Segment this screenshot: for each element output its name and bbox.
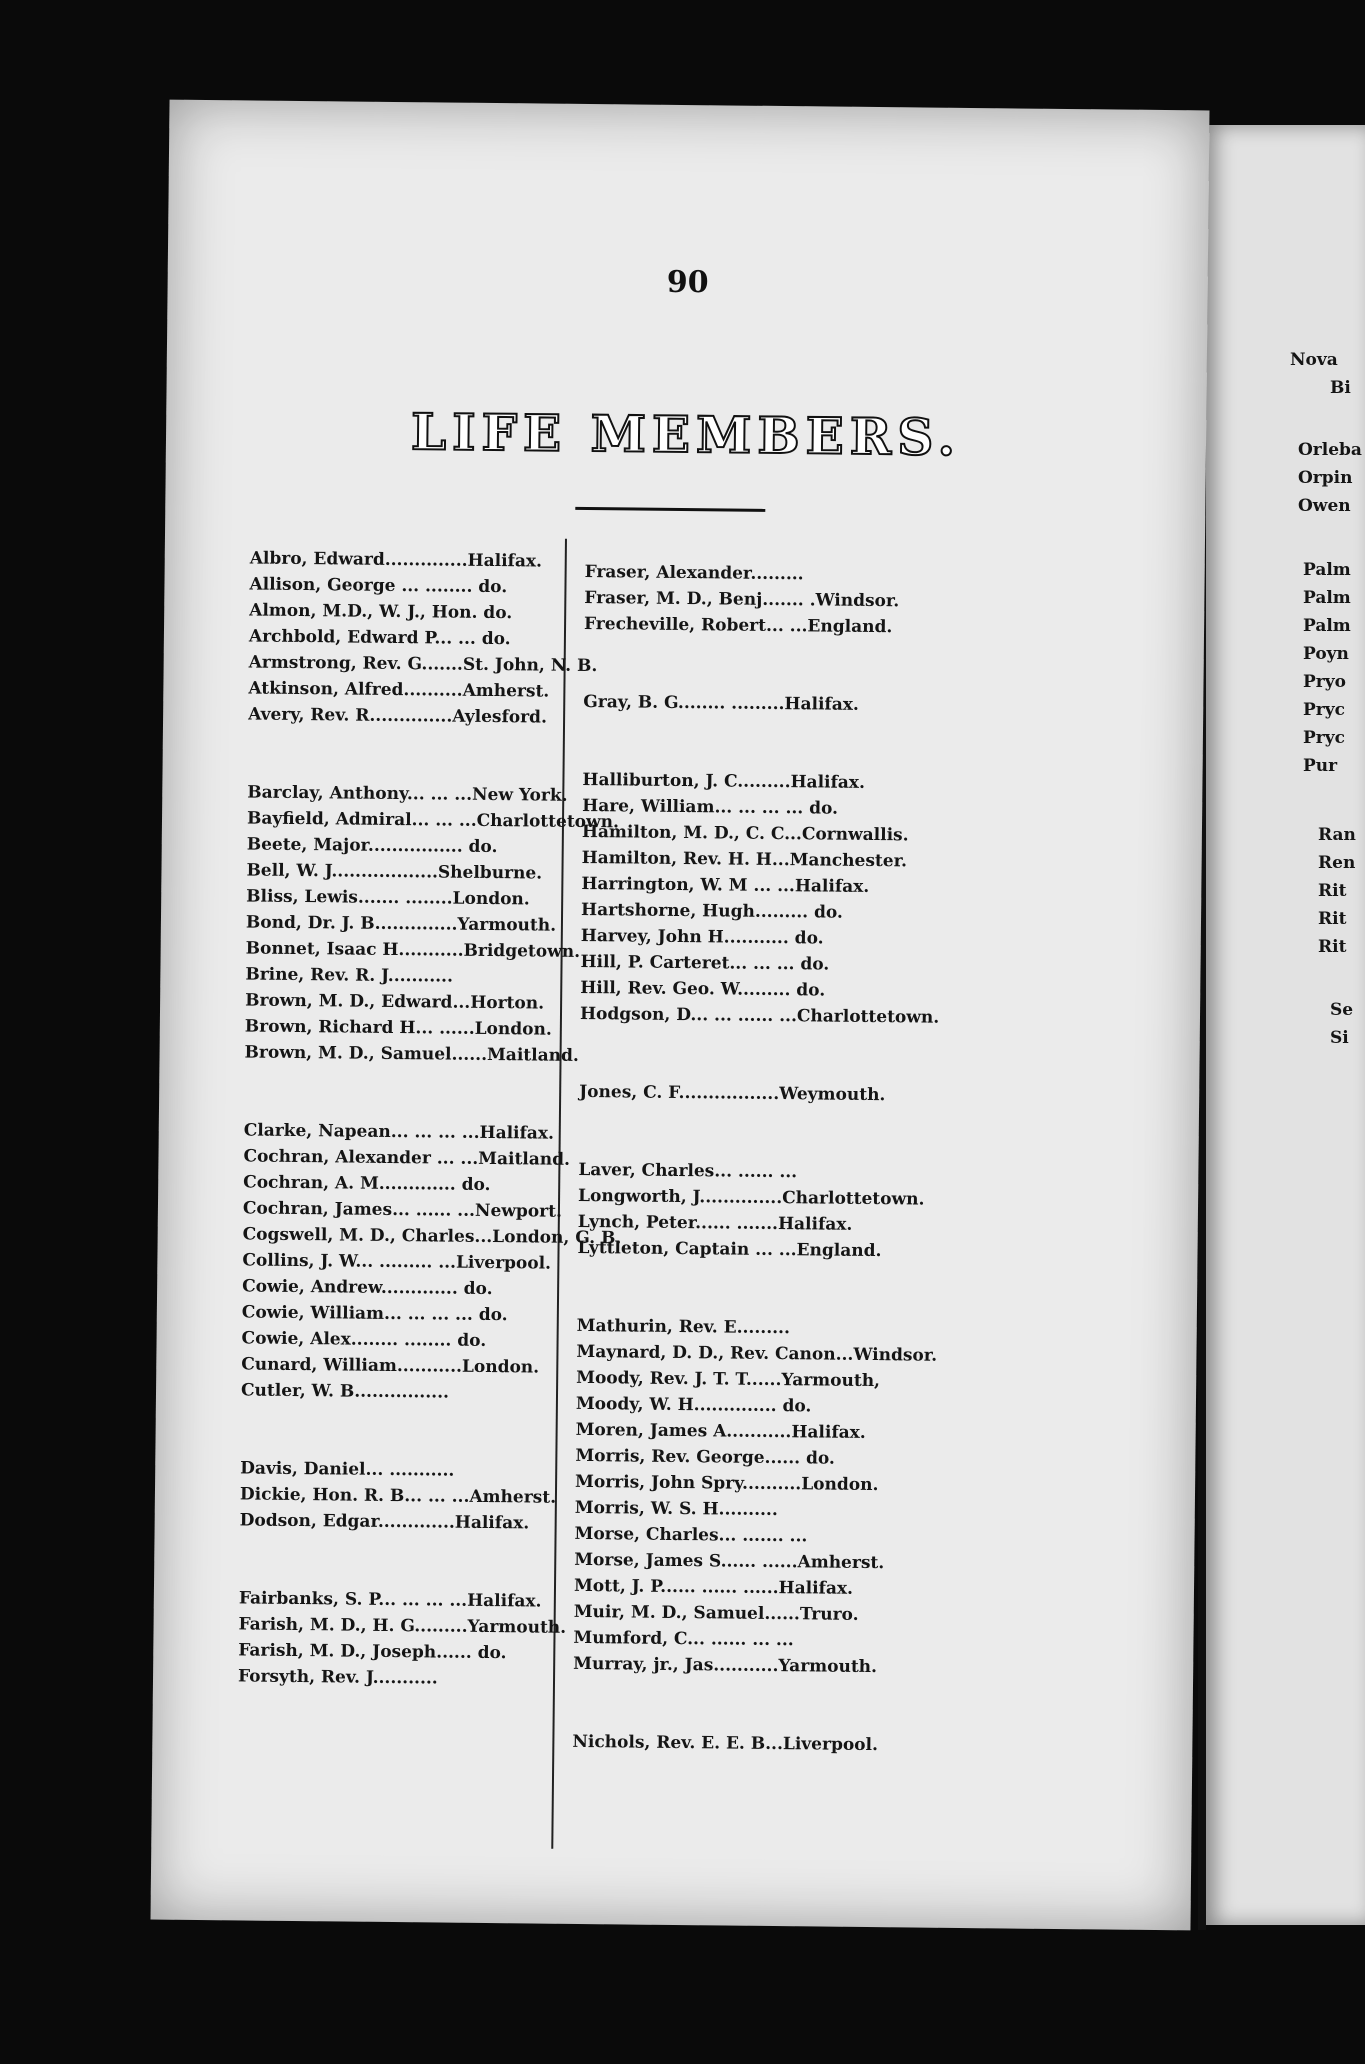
facing-page-word: Palm <box>1303 588 1351 608</box>
member-entry: Cogswell, M. D., Charles...London, G. B. <box>242 1224 622 1249</box>
member-entry: Hill, Rev. Geo. W......... do. <box>580 977 826 1001</box>
facing-page-word: Owen <box>1298 496 1351 516</box>
member-entry: Brine, Rev. R. J........... <box>245 964 454 987</box>
member-entry: Morse, Charles... ....... ... <box>574 1523 808 1547</box>
member-entry: Longworth, J..............Charlottetown. <box>577 1185 925 1210</box>
member-entry: Murray, jr., Jas...........Yarmouth. <box>573 1653 878 1678</box>
member-entry: Hill, P. Carteret... ... ... do. <box>580 951 830 975</box>
member-entry: Farish, M. D., Joseph...... do. <box>238 1640 507 1664</box>
member-entry: Brown, M. D., Samuel......Maitland. <box>244 1042 579 1066</box>
facing-page-word: Rit <box>1318 881 1347 901</box>
member-entry: Bliss, Lewis....... ........London. <box>246 886 530 910</box>
member-entry: Cutler, W. B................ <box>240 1380 450 1403</box>
member-entry: Mathurin, Rev. E......... <box>576 1315 791 1339</box>
member-entry: Moody, Rev. J. T. T......Yarmouth, <box>576 1367 881 1392</box>
left-column <box>238 545 629 1693</box>
member-entry: Nichols, Rev. E. E. B...Liverpool. <box>572 1731 879 1756</box>
member-entry: Barclay, Anthony... ... ...New York. <box>247 782 568 806</box>
member-entry: Fraser, M. D., Benj....... .Windsor. <box>584 587 900 612</box>
member-entry: Moren, James A...........Halifax. <box>575 1419 866 1443</box>
member-entry: Forsyth, Rev. J........... <box>237 1666 438 1689</box>
member-entry: Armstrong, Rev. G.......St. John, N. B. <box>248 652 598 677</box>
group-gap <box>247 727 626 783</box>
member-entry: Almon, M.D., W. J., Hon. do. <box>249 600 513 624</box>
member-entry: Brown, Richard H... ......London. <box>244 1016 552 1040</box>
member-entry: Bond, Dr. J. B..............Yarmouth. <box>245 912 557 936</box>
facing-page-word: Rit <box>1318 937 1347 957</box>
facing-page-word: Orpin <box>1298 468 1353 488</box>
member-entry: Maynard, D. D., Rev. Canon...Windsor. <box>576 1341 938 1366</box>
title-rule <box>575 507 765 512</box>
member-entry: Laver, Charles... ...... ... <box>578 1159 798 1183</box>
member-entry: Jones, C. F.................Weymouth. <box>579 1081 886 1106</box>
member-entry: Cowie, Alex........ ........ do. <box>241 1328 487 1351</box>
group-gap <box>577 1261 938 1317</box>
member-entry: Fraser, Alexander......... <box>584 561 804 585</box>
facing-page-word: Ren <box>1318 853 1356 873</box>
facing-page-word: Pryc <box>1303 700 1345 720</box>
member-entry: Morris, Rev. George...... do. <box>575 1445 835 1469</box>
member-entry: Brown, M. D., Edward...Horton. <box>245 990 545 1014</box>
page-title: LIFE MEMBERS. <box>410 402 962 467</box>
member-entry: Harvey, John H........... do. <box>580 925 824 949</box>
member-entry: Albro, Edward..............Halifax. <box>249 548 543 572</box>
member-entry: Cunard, William...........London. <box>241 1354 540 1378</box>
member-entry: Hodgson, D... ... ...... ...Charlottetown. <box>579 1003 940 1028</box>
group-gap <box>244 1065 623 1121</box>
member-entry: Avery, Rev. R..............Aylesford. <box>248 704 548 728</box>
group-gap <box>240 1403 619 1459</box>
group-gap <box>583 715 944 771</box>
member-entry: Collins, J. W... ......... ...Liverpool. <box>242 1250 552 1274</box>
member-entry: Hamilton, Rev. H. H...Manchester. <box>581 847 908 872</box>
facing-page-word: Nova <box>1290 350 1338 370</box>
member-entry: Beete, Major................ do. <box>246 834 498 858</box>
member-entry: Morris, John Spry..........London. <box>575 1471 879 1496</box>
facing-page-word: Rit <box>1318 909 1347 929</box>
member-entry: Hamilton, M. D., C. C...Cornwallis. <box>581 821 909 846</box>
member-entry: Cowie, William... ... ... ... do. <box>241 1302 508 1326</box>
member-entry: Bayfield, Admiral... ... ...Charlottetown. <box>246 808 620 833</box>
member-entry: Morse, James S...... ......Amherst. <box>574 1549 885 1574</box>
member-entry: Allison, George ... ........ do. <box>249 574 508 598</box>
member-entry: Hartshorne, Hugh......... do. <box>580 899 844 923</box>
group-gap <box>579 1105 940 1161</box>
facing-page-word: Pur <box>1303 756 1338 776</box>
group-gap <box>579 1027 940 1083</box>
member-entry: Mumford, C... ...... ... ... <box>573 1627 794 1651</box>
member-entry: Halliburton, J. C.........Halifax. <box>582 769 866 793</box>
member-entry: Clarke, Napean... ... ... ...Halifax. <box>243 1120 555 1144</box>
page <box>150 100 1209 1931</box>
member-entry: Fairbanks, S. P... ... ... ...Halifax. <box>238 1588 542 1612</box>
member-entry: Cochran, Alexander ... ...Maitland. <box>243 1146 571 1170</box>
member-entry: Cowie, Andrew............. do. <box>242 1276 493 1300</box>
member-entry: Atkinson, Alfred..........Amherst. <box>248 678 550 702</box>
group-gap <box>573 1677 934 1733</box>
right-column <box>572 559 945 1759</box>
group-gap <box>583 637 944 693</box>
facing-page-word: Orleba <box>1298 440 1362 460</box>
member-entry: Harrington, W. M ... ...Halifax. <box>581 873 870 897</box>
member-entry: Dickie, Hon. R. B... ... ...Amherst. <box>239 1484 557 1508</box>
member-entry: Dodson, Edgar.............Halifax. <box>239 1510 530 1534</box>
member-entry: Hare, William... ... ... ... do. <box>582 795 839 819</box>
member-entry: Lynch, Peter...... .......Halifax. <box>577 1211 853 1235</box>
page-number: 90 <box>666 264 709 301</box>
member-entry: Muir, M. D., Samuel......Truro. <box>573 1601 859 1625</box>
facing-page-word: Palm <box>1303 616 1351 636</box>
member-entry: Lyttleton, Captain ... ...England. <box>577 1237 882 1262</box>
member-entry: Gray, B. G........ .........Halifax. <box>583 691 859 715</box>
member-entry: Archbold, Edward P... ... do. <box>248 626 511 650</box>
facing-page-word: Palm <box>1303 560 1351 580</box>
facing-page-word: Si <box>1330 1028 1349 1048</box>
member-entry: Morris, W. S. H.......... <box>574 1497 778 1521</box>
member-entry: Frecheville, Robert... ...England. <box>583 613 893 638</box>
member-entry: Moody, W. H.............. do. <box>575 1393 812 1417</box>
group-gap <box>239 1533 618 1589</box>
facing-page-word: Ran <box>1318 825 1356 845</box>
member-entry: Cochran, A. M............. do. <box>243 1172 491 1196</box>
member-entry: Bonnet, Isaac H...........Bridgetown. <box>245 938 581 962</box>
facing-page-word: Pryc <box>1303 728 1345 748</box>
member-entry: Cochran, James... ...... ...Newport. <box>242 1198 563 1222</box>
member-entry: Mott, J. P...... ...... ......Halifax. <box>573 1575 854 1599</box>
member-entry: Davis, Daniel... ........... <box>240 1458 455 1481</box>
member-entry: Farish, M. D., H. G.........Yarmouth. <box>238 1614 567 1638</box>
facing-page-word: Se <box>1330 1000 1354 1020</box>
member-entry: Bell, W. J..................Shelburne. <box>246 860 543 884</box>
facing-page-word: Pryo <box>1303 672 1346 692</box>
facing-page-word: Poyn <box>1303 644 1349 664</box>
facing-page-word: Bi <box>1330 378 1351 398</box>
